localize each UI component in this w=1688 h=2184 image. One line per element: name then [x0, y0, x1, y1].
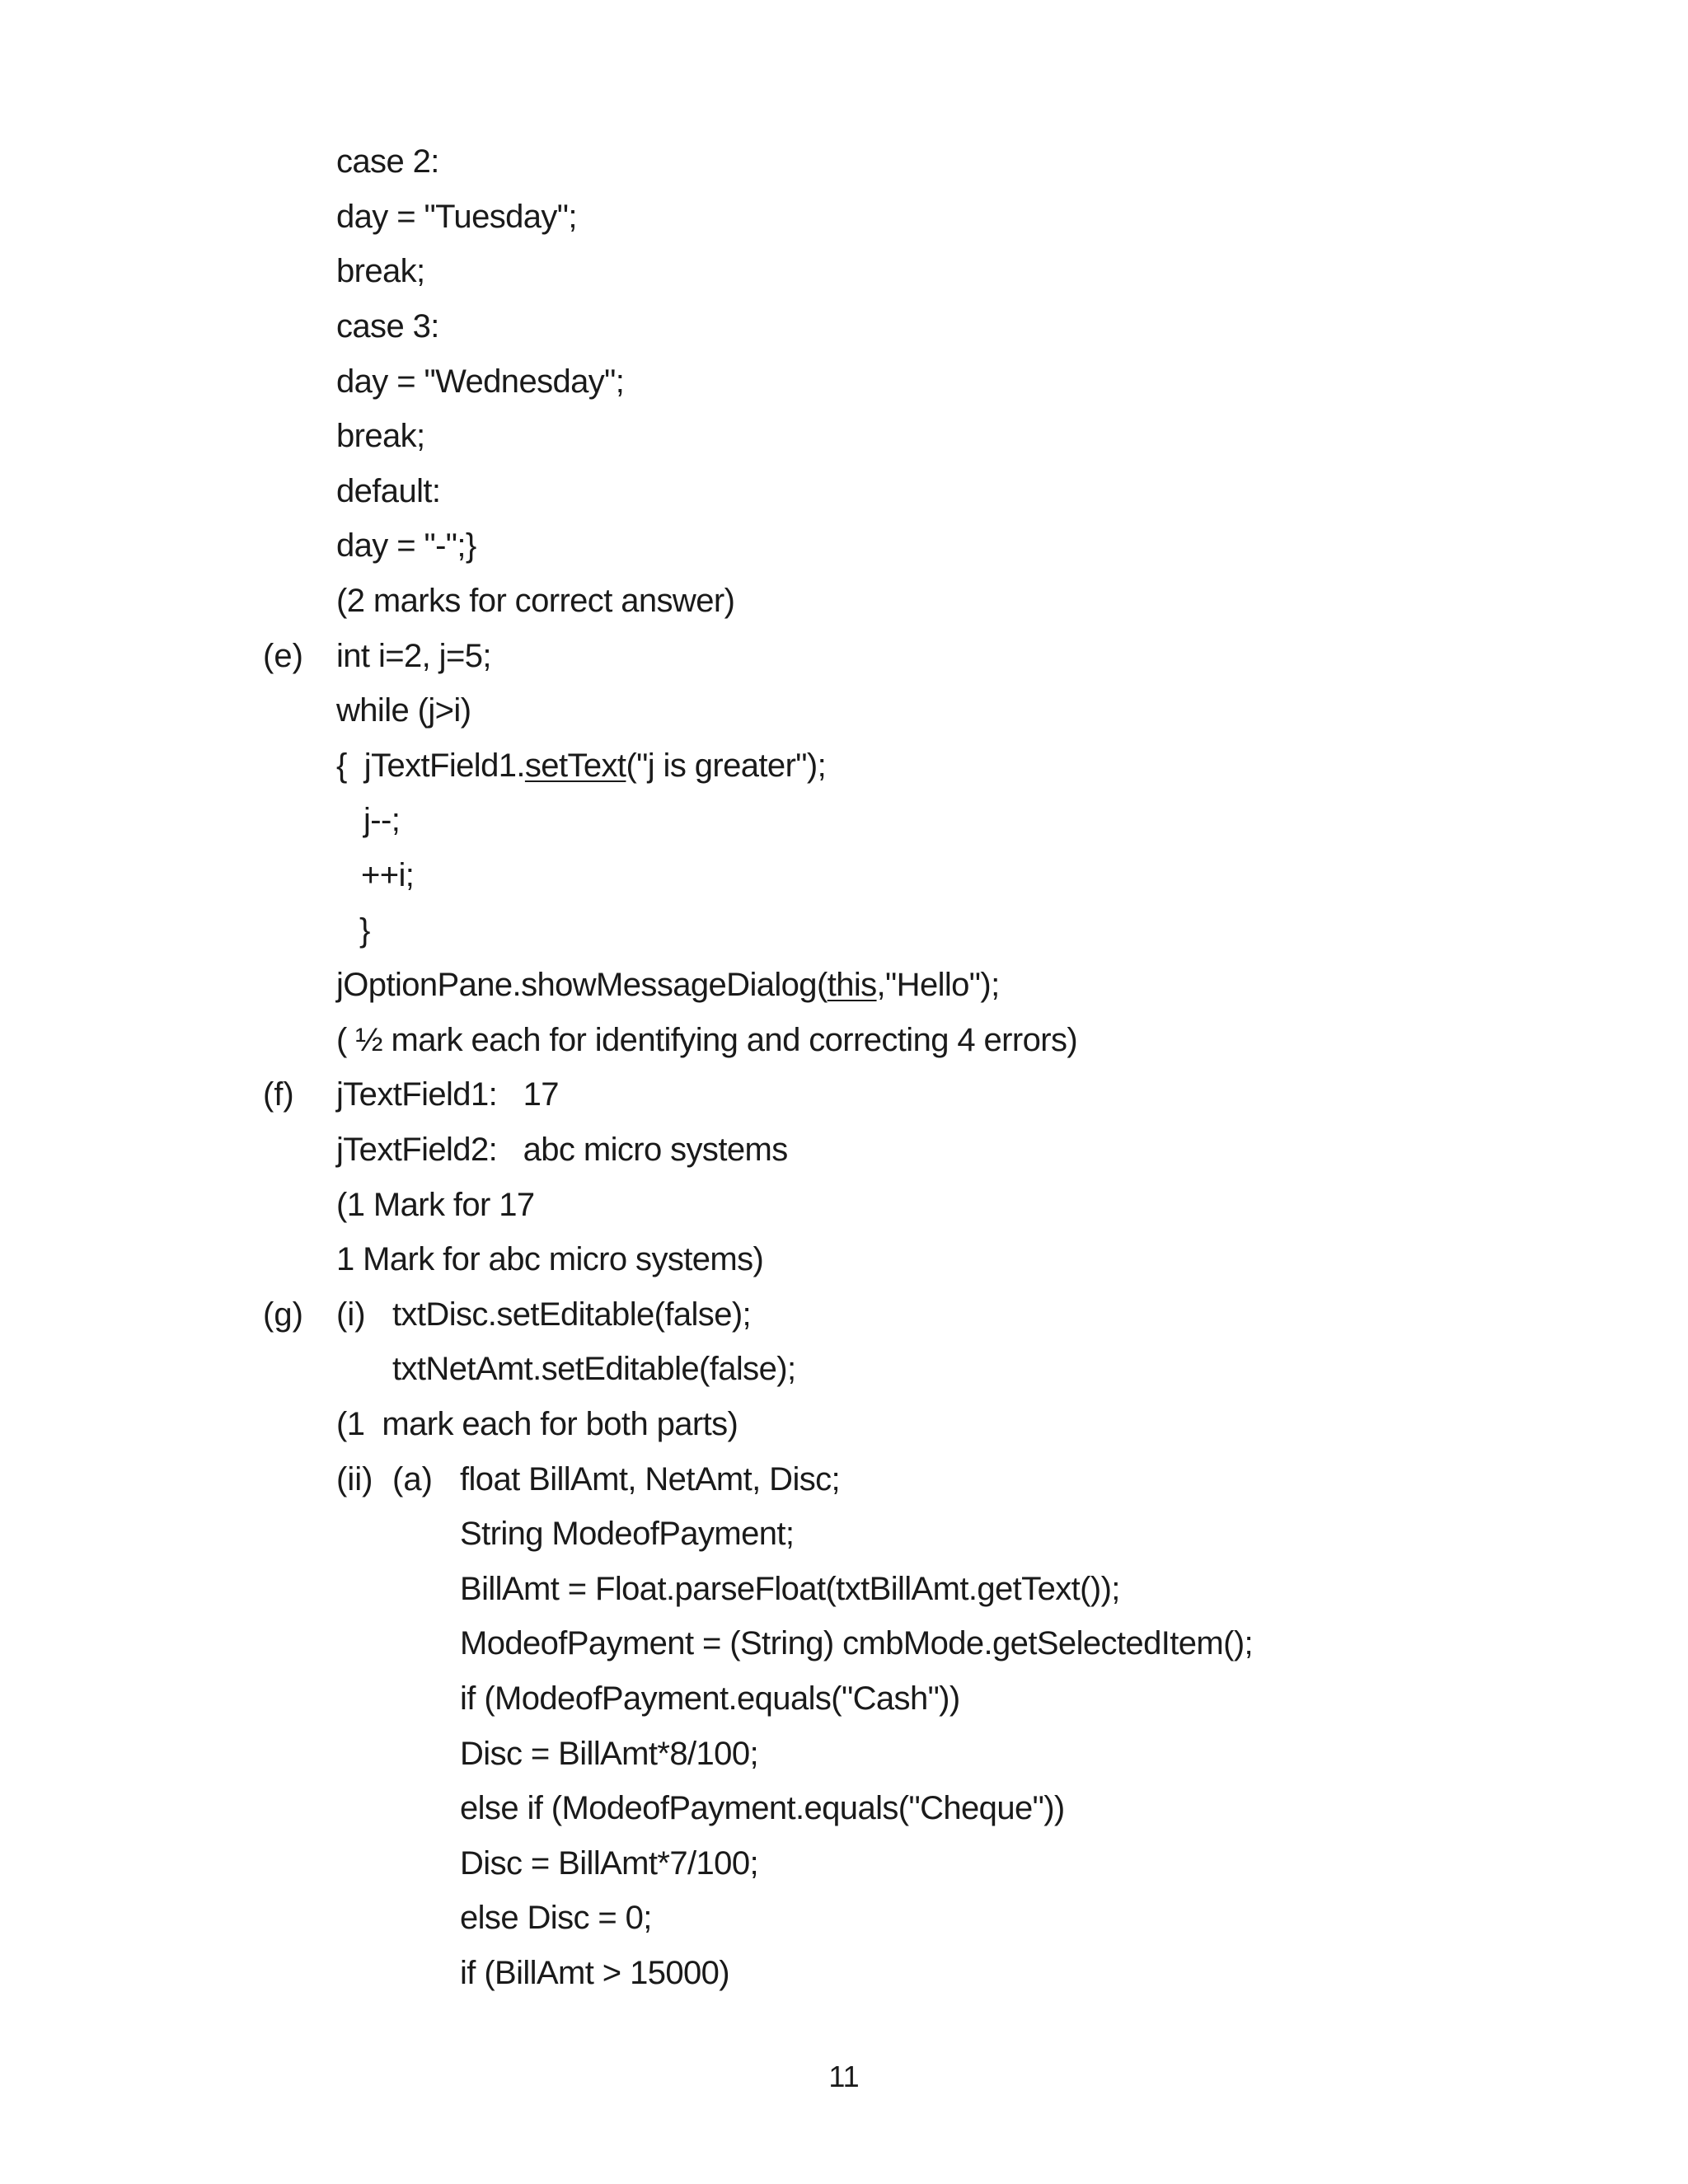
marks-note: (1 Mark for 17 — [336, 1187, 535, 1223]
subpart-label-ii: (ii) — [336, 1461, 373, 1497]
code-line: else Disc = 0; — [460, 1900, 652, 1936]
code-line — [336, 746, 826, 785]
code-line: ++i; — [361, 857, 415, 893]
subpart-label-i: (i) — [336, 1296, 366, 1333]
code-line — [336, 965, 1000, 1005]
corrected-text: setText — [524, 748, 626, 784]
code-line: } — [359, 912, 370, 949]
code-line: break; — [336, 253, 425, 289]
corrected-text: this — [827, 967, 877, 1003]
marks-note: (2 marks for correct answer) — [336, 583, 735, 619]
code-line: day = "Wednesday"; — [336, 363, 625, 400]
code-line: day = "Tuesday"; — [336, 199, 577, 235]
code-line: float BillAmt, NetAmt, Disc; — [460, 1461, 841, 1497]
code-line: txtDisc.setEditable(false); — [392, 1296, 752, 1333]
marks-note: (1 mark each for both parts) — [336, 1406, 738, 1442]
subpart-label-a: (a) — [392, 1461, 433, 1497]
code-segment: { jTextField1. — [336, 748, 525, 784]
code-line: case 3: — [336, 308, 439, 344]
code-line: ModeofPayment = (String) cmbMode.getSelectedItem(); — [460, 1625, 1254, 1661]
code-line: else if (ModeofPayment.equals("Cheque")) — [460, 1790, 1065, 1826]
marks-note: 1 Mark for abc micro systems) — [336, 1241, 764, 1277]
code-line: default: — [336, 473, 441, 509]
answer-line: jTextField1: 17 — [336, 1076, 559, 1113]
page-number: 11 — [828, 2060, 860, 2093]
code-line: Disc = BillAmt*8/100; — [460, 1736, 758, 1772]
answer-line: jTextField2: abc micro systems — [336, 1132, 788, 1168]
question-label-e: (e) — [263, 638, 303, 674]
code-segment: jOptionPane.showMessageDialog( — [336, 967, 828, 1003]
code-line: BillAmt = Float.parseFloat(txtBillAmt.getText()); — [460, 1571, 1120, 1607]
code-line: j--; — [363, 802, 401, 838]
code-line: break; — [336, 418, 425, 454]
code-segment: ("j is greater"); — [626, 748, 827, 784]
marks-note: ( ½ mark each for identifying and correcting 4 errors) — [336, 1022, 1078, 1058]
code-line: if (BillAmt > 15000) — [460, 1955, 730, 1991]
code-line: String ModeofPayment; — [460, 1516, 795, 1552]
question-label-f: (f) — [263, 1076, 294, 1113]
question-label-g: (g) — [263, 1296, 303, 1333]
code-line: Disc = BillAmt*7/100; — [460, 1845, 758, 1882]
code-line: while (j>i) — [336, 692, 471, 729]
code-line: day = "-";} — [336, 527, 476, 564]
code-line: if (ModeofPayment.equals("Cash")) — [460, 1680, 960, 1717]
code-line: case 2: — [336, 143, 439, 180]
code-line: int i=2, j=5; — [336, 638, 491, 674]
code-segment: ,"Hello"); — [876, 967, 1000, 1003]
code-line: txtNetAmt.setEditable(false); — [392, 1351, 796, 1387]
